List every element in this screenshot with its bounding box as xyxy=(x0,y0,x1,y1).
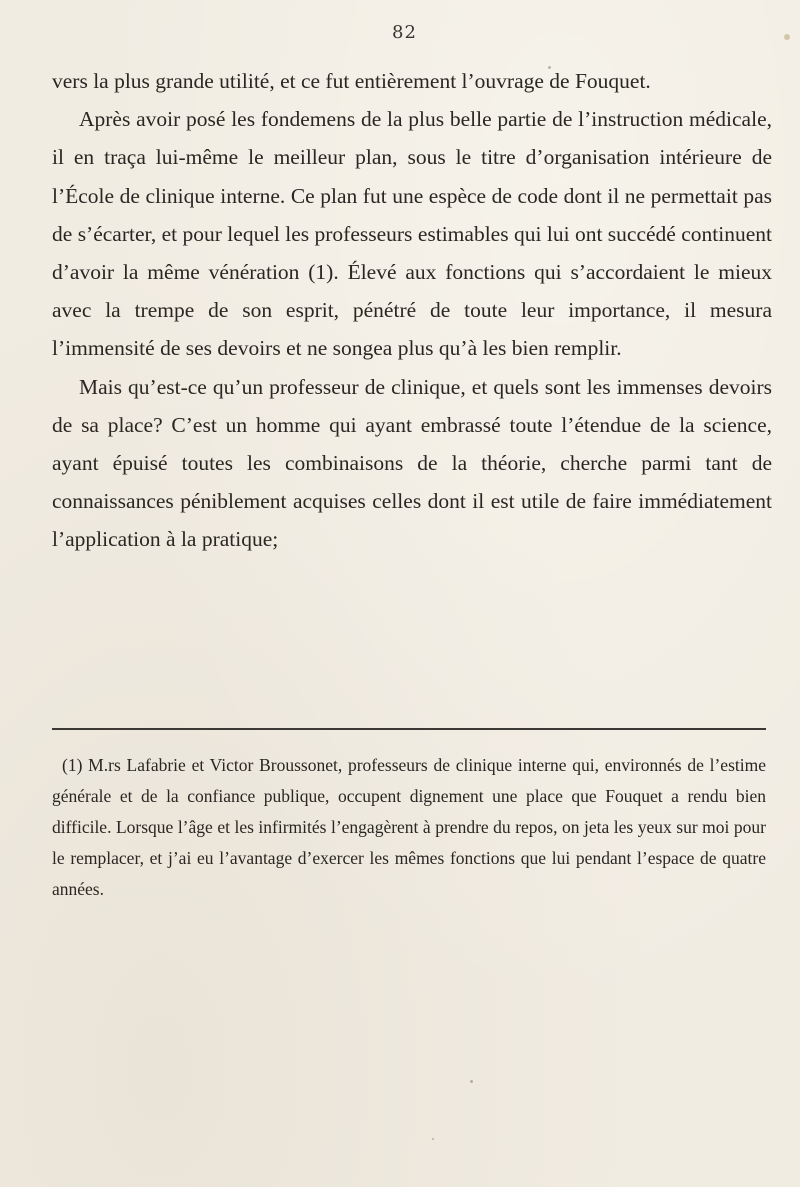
paper-speck xyxy=(432,1138,434,1140)
paper-speck xyxy=(548,66,551,69)
footnote xyxy=(52,750,766,905)
footnote-text: (1) M.rs Lafabrie et Victor Broussonet, professeurs de clinique interne qui, environnés de l’estime générale et de la confiance publique, occupent dignement une place que Fouquet a rendu bien difficile. Lorsque l’âge et les infirmités l’engagèrent à prendre du repos, on jeta les yeux sur moi pour le remplacer, et j’ai eu l’avantage d’exercer les mêmes fonctions que lui pendant l’espace de quatre années. xyxy=(52,755,766,899)
footnote-separator xyxy=(52,728,766,730)
paper-speck xyxy=(470,1080,473,1083)
page-number: 82 xyxy=(392,22,417,43)
paragraph-professeur: Mais qu’est-ce qu’un professeur de clinique, et quels sont les immenses devoirs de sa place? C’est un homme qui ayant embrassé toute l’étendue de la science, ayant épuisé toutes les combinaisons de la théorie, cherche parmi tant de connaissances péniblement acquises celles dont il est utile de faire immédiatement l’application à la pratique; xyxy=(52,374,772,552)
paragraph-organisation: Après avoir posé les fondemens de la plus belle partie de l’instruction médicale, il en traça lui-même le meilleur plan, sous le titre d’organisation intérieure de l’École de clinique interne. Ce plan fut une espèce de code dont il ne permettait pas de s’écarter, et pour lequel les professeurs estimables qui lui ont succédé continuent d’avoir la même vénération (1). Élevé aux fonctions qui s’accordaient le mieux avec la trempe de son esprit, pénétré de toute leur importance, il mesura l’immensité de ses devoirs et ne songea plus qu’à les bien remplir. xyxy=(52,107,772,361)
paper-speck xyxy=(784,34,790,40)
main-text xyxy=(52,62,772,559)
paragraph-continuation: vers la plus grande utilité, et ce fut entièrement l’ouvrage de Fouquet. xyxy=(52,69,651,93)
